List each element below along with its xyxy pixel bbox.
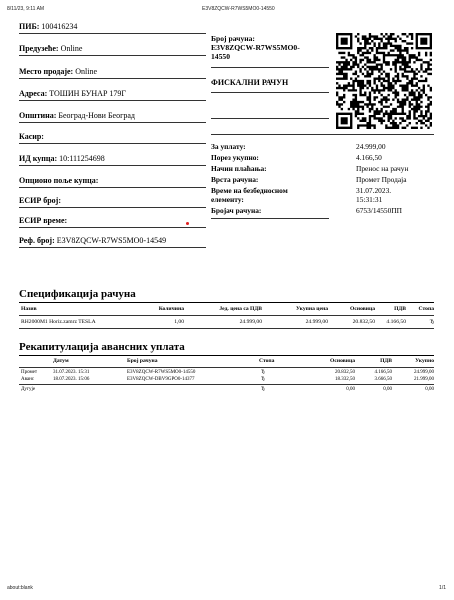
summary-label: Порез укупно: (211, 153, 259, 162)
spec-cell: Ђ (429, 319, 434, 325)
advance-cell: 4.166,50 (374, 370, 392, 375)
summary-value: 4.166,50 (356, 153, 382, 162)
spec-table (19, 306, 434, 330)
summary-label: Врста рачуна: (211, 175, 259, 184)
place-field (19, 67, 206, 79)
summary-value: 15:31:31 (356, 195, 383, 204)
spec-cell: 20.832,50 (352, 319, 375, 325)
divider (211, 118, 329, 119)
divider (19, 302, 434, 303)
advance-cell: 24.999,00 (414, 370, 434, 375)
advance-header-row (19, 358, 434, 366)
divider (19, 367, 434, 368)
advance-cell: Ђ (261, 377, 265, 382)
advance-header-cell: Број рачуна (127, 358, 158, 364)
summary-value: 24.999,00 (356, 142, 386, 151)
advance-header-cell: ПДВ (380, 358, 392, 364)
advance-cell: 0,00 (425, 387, 434, 392)
address-field (19, 89, 206, 101)
esir-time-field (19, 216, 206, 228)
esir-number-label: ЕСИР број: (19, 196, 61, 205)
summary-value: 6753/14550ПП (356, 206, 402, 215)
municipality-label: Општина: (19, 111, 57, 120)
optional-buyer-field (19, 176, 206, 188)
cashier-label: Касир: (19, 132, 44, 141)
divider (211, 218, 329, 219)
fiscal-receipt-title: ФИСКАЛНИ РАЧУН (211, 78, 289, 87)
divider (211, 67, 329, 68)
table-row (19, 319, 434, 327)
divider (211, 134, 434, 135)
spec-header-row (19, 306, 434, 314)
print-footer-url: about:blank (7, 585, 33, 591)
advance-cell: 20.832,50 (335, 370, 355, 375)
divider (19, 315, 434, 316)
ref-number-label: Реф. број: (19, 236, 55, 245)
qr-code (336, 33, 432, 129)
municipality-value: Београд-Нови Београд (58, 111, 135, 120)
advance-cell: 21.999,00 (414, 377, 434, 382)
advance-cell: 0,00 (346, 387, 355, 392)
company-field (19, 44, 206, 56)
advance-cell: Аванс (21, 377, 35, 382)
cashier-field (19, 132, 206, 144)
advance-header-cell: Стопа (259, 358, 275, 364)
summary-label: Бројач рачуна: (211, 206, 262, 215)
invoice-number-block (211, 34, 329, 61)
buyer-id-field (19, 154, 206, 166)
optional-buyer-label: Опционо поље купца: (19, 176, 99, 185)
ref-number-value: E3V8ZQCW-R7WS5MO0-14549 (56, 236, 167, 245)
summary-label: Начин плаћања: (211, 164, 267, 173)
place-label: Место продаје: (19, 67, 74, 76)
address-label: Адреса: (19, 89, 48, 98)
address-value: ТОШИН БУНАР 179Г (49, 89, 127, 98)
summary-value: Промет Продаја (356, 175, 407, 184)
buyer-id-value: 10:111254698 (59, 154, 105, 163)
divider (19, 384, 434, 385)
advance-cell: 0,00 (383, 387, 392, 392)
print-footer-page: 1/1 (439, 585, 446, 591)
spec-cell: 24.999,00 (305, 319, 328, 325)
spec-header-cell: ПДВ (394, 306, 406, 312)
spec-header-cell: Стопа (418, 306, 434, 312)
invoice-number-line1: E3V8ZQCW-R7WS5MO0- (211, 43, 300, 52)
print-doc-title: E3V8ZQCW-R7WS5MO0-14550 (202, 6, 275, 12)
pib-label: ПИБ: (19, 22, 40, 31)
red-dot-mark (186, 222, 189, 225)
advance-header-cell: Укупно (415, 358, 434, 364)
advance-cell: E3V8ZQCW-DBV9GPO0-14377 (127, 377, 195, 382)
divider (19, 355, 434, 356)
advance-cell: Промет (21, 370, 38, 375)
invoice-number-line2: 14550 (211, 52, 230, 61)
advance-cell: E3V8ZQCW-R7WS5MO0-14550 (127, 370, 196, 375)
spec-header-cell: Основица (350, 306, 375, 312)
advance-header-cell: Основица (330, 358, 355, 364)
spec-header-cell: Јед. цена са ПДВ (219, 306, 262, 312)
place-value: Online (75, 67, 98, 76)
spec-header-cell: Назив (21, 306, 37, 312)
advance-cell: Ђ (261, 387, 265, 392)
spec-title: Спецификација рачуна (19, 288, 136, 300)
spec-cell: RH2000M1 Horiz.zamrz TESLA (21, 319, 96, 325)
summary-label: елементу: (211, 195, 244, 204)
summary-label: Време на безбедносном (211, 186, 288, 195)
spec-cell: 1,00 (174, 319, 184, 325)
pib-field (19, 22, 206, 34)
divider (211, 92, 329, 93)
advance-cell: 3.666,50 (374, 377, 392, 382)
summary-value: 31.07.2023. (356, 186, 392, 195)
ref-number-field (19, 236, 206, 248)
advance-cell: 31.07.2023. 15:31 (53, 370, 90, 375)
summary-value: Пренос на рачун (356, 164, 409, 173)
invoice-number-label: Број рачуна: (211, 34, 255, 43)
table-row (19, 387, 434, 395)
spec-header-cell: Количина (158, 306, 184, 312)
advance-title: Рекапитулација авансних уплата (19, 341, 185, 353)
advance-cell: 18.332,50 (335, 377, 355, 382)
spec-cell: 24.999,00 (239, 319, 262, 325)
summary-label: За уплату: (211, 142, 246, 151)
esir-time-label: ЕСИР време: (19, 216, 68, 225)
advance-header-cell: Датум (53, 358, 69, 364)
advance-table (19, 358, 434, 402)
buyer-id-label: ИД купца: (19, 154, 58, 163)
company-label: Предузеће: (19, 44, 59, 53)
print-datetime: 8/11/23, 9:11 AM (7, 6, 45, 12)
advance-cell: Ђ (261, 370, 265, 375)
municipality-field (19, 111, 206, 123)
advance-cell: Дугује (21, 387, 36, 392)
company-value: Online (60, 44, 83, 53)
pib-value: 100416234 (41, 22, 78, 31)
esir-number-field (19, 196, 206, 208)
advance-cell: 18.07.2023. 15:06 (53, 377, 90, 382)
divider (19, 328, 434, 329)
spec-cell: 4.166,50 (386, 319, 406, 325)
spec-header-cell: Укупна цена (296, 306, 328, 312)
